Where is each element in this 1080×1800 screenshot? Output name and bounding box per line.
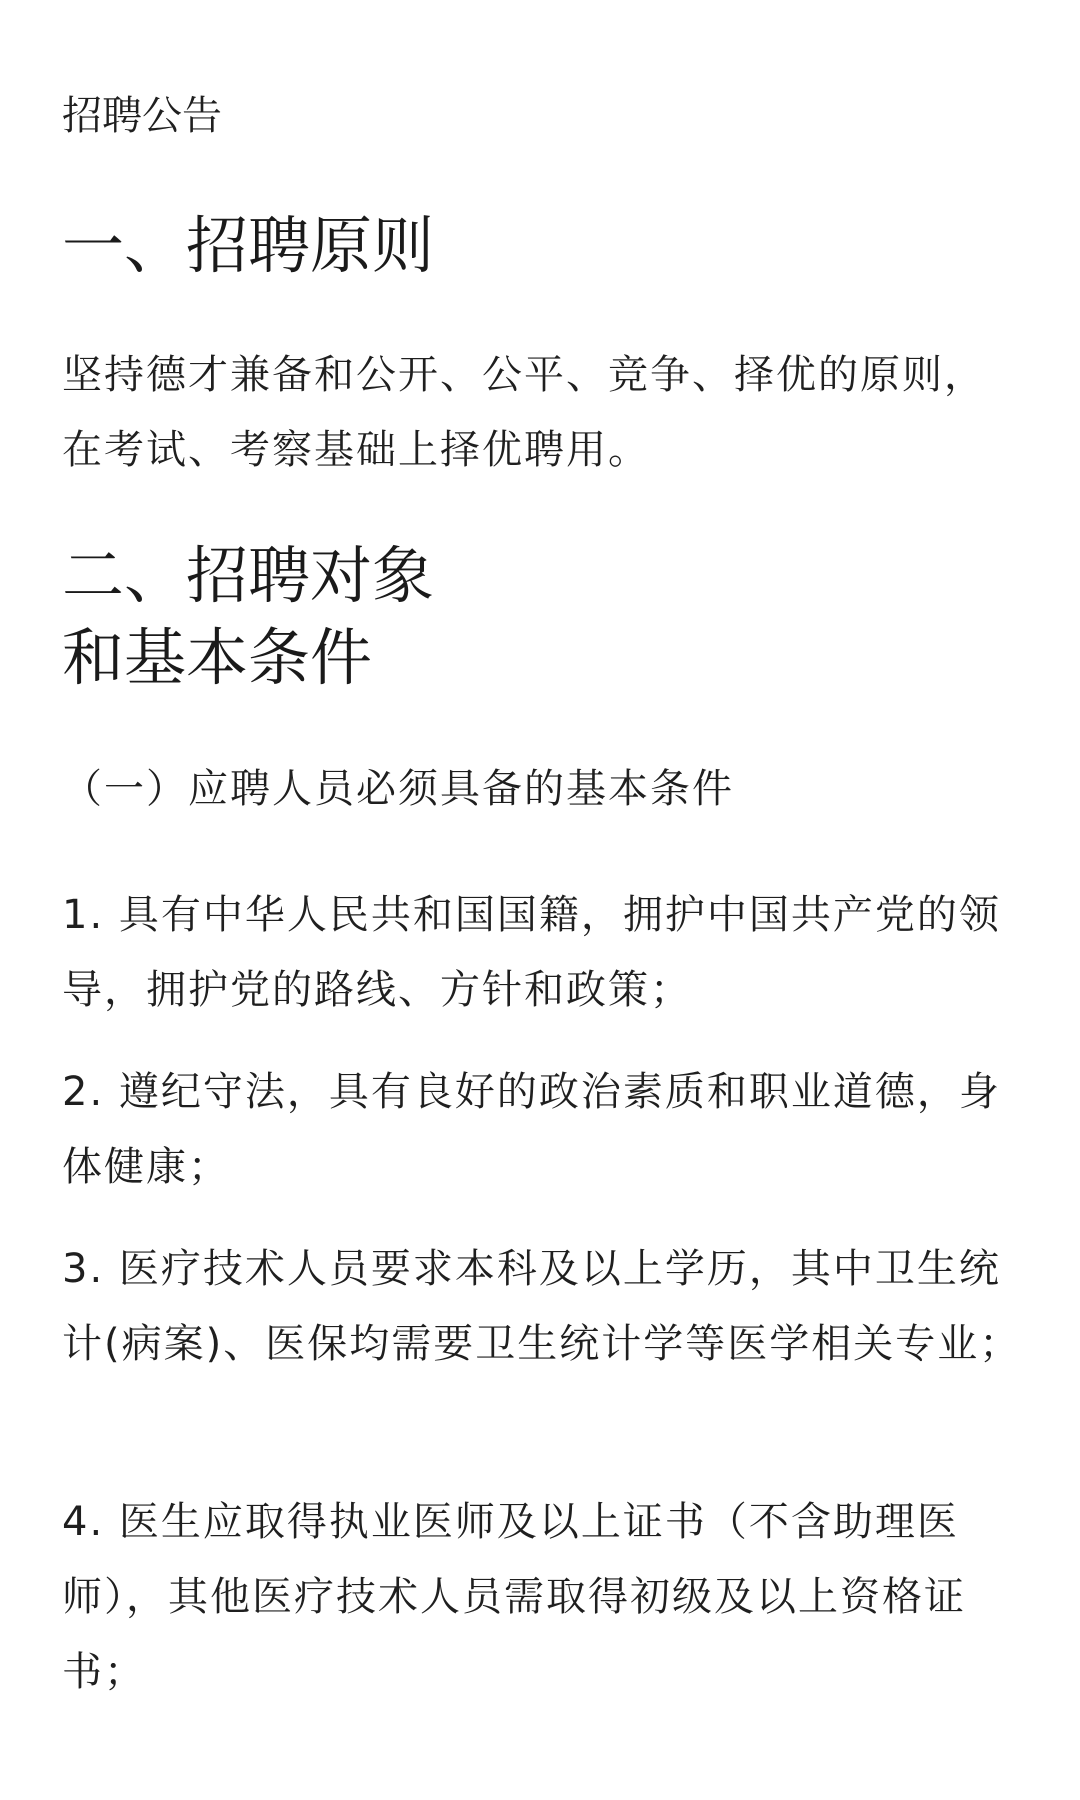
section-heading-recruitment-targets [62, 535, 434, 699]
document-title: 招聘公告 [62, 93, 222, 139]
list-item: 4. 医生应取得执业医师及以上证书（不含助理医师），其他医疗技术人员需取得初级及以上资格证书； [62, 1499, 966, 1695]
list-item: 3. 医疗技术人员要求本科及以上学历，其中卫生统计(病案)、医保均需要卫生统计学等医学相关专业； [62, 1246, 1022, 1367]
list-item: 2. 遵纪守法，具有良好的政治素质和职业道德，身体健康； [62, 1069, 1001, 1190]
section-heading-principles: 一、招聘原则 [62, 209, 435, 282]
section-heading-line-1: 二、招聘对象 [62, 539, 435, 612]
section-heading-line-2: 和基本条件 [62, 621, 373, 694]
section-paragraph-principles: 坚持德才兼备和公开、公平、竞争、择优的原则，在考试、考察基础上择优聘用。 [62, 352, 986, 473]
list-item: 1. 具有中华人民共和国国籍，拥护中国共产党的领导，拥护党的路线、方针和政策； [62, 892, 1001, 1013]
subheading-basic-conditions: （一）应聘人员必须具备的基本条件 [62, 766, 734, 812]
